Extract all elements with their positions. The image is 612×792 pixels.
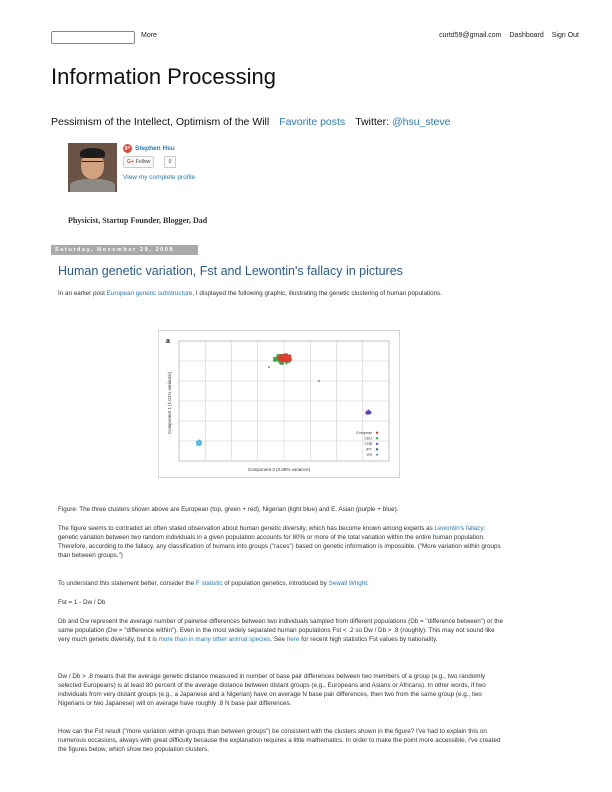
chart-legend-label: JPT — [365, 447, 372, 452]
chart-x-axis-label: Component 2 (0.58% variance) — [247, 467, 311, 472]
chart-legend-swatch — [376, 454, 378, 456]
follow-button[interactable] — [123, 156, 154, 168]
navbar-search-input[interactable] — [51, 31, 135, 44]
chart-point-european — [285, 360, 287, 362]
blogger-navbar — [0, 0, 612, 46]
post-paragraph-4: Db and Dw represent the average number of pairwise differences between two individuals sampled from different populations (Db = "difference between") or the same population (Dw = "difference within"). Even in the most widely separated human populations Fst < .2 so Dw / Db > .8 (roughly). This may not sound like very much genetic diversity, but it is more than in many other animal species. See here for recent high statistics Fst values by nationality. — [58, 618, 503, 643]
chart-point-european — [285, 356, 287, 358]
chart-points — [196, 353, 372, 446]
sewall-wright-link[interactable]: Sewall Wright — [328, 580, 367, 587]
chart-legend-swatch — [376, 448, 378, 450]
post-paragraph-6: How can the Fst result ("more variation within groups than between groups") be consistent with the clusters shown in the figure? I've had to explain this on numerous occasions, always with great difficulty because the explanation requires a little mathematics. In order to make the point more accessible, I've created the figures below, which show two population clusters, — [58, 728, 501, 753]
twitter-handle-link[interactable]: @hsu_steve — [391, 116, 451, 128]
chart-point-european — [277, 356, 279, 358]
tagline-row — [51, 116, 450, 128]
navbar-dashboard-link[interactable]: Dashboard — [509, 32, 544, 39]
chart-point-european — [287, 358, 289, 360]
chart-point-yri — [198, 439, 200, 441]
chart-point-yri — [196, 444, 198, 446]
profile-photo[interactable] — [68, 143, 117, 192]
chart-point-european — [283, 354, 285, 356]
twitter-label: Twitter: — [355, 116, 390, 128]
chart-point-jpt — [369, 411, 371, 413]
f-statistic-link[interactable]: F statistic — [195, 580, 223, 587]
chart-point-european — [289, 354, 291, 356]
chart-legend-label: CHB — [364, 442, 372, 446]
chart-legend-label: CEU — [364, 436, 372, 441]
chart-point-outlier — [318, 380, 320, 382]
fst-formula: Fst = 1 - Dw / Db — [58, 599, 106, 606]
chart-legend-swatch — [376, 443, 378, 445]
chart-legend-swatch — [376, 437, 378, 439]
other-species-link[interactable]: more than in many other animal species — [158, 636, 271, 643]
chart-point-european — [279, 360, 281, 362]
blog-description: Physicist, Startup Founder, Blogger, Dad — [68, 216, 208, 225]
chart-point-ceu — [273, 357, 275, 359]
lewontins-fallacy-link[interactable]: Lewontin's fallacy — [434, 525, 484, 532]
profile-name-link[interactable]: Stephen Hsu — [135, 145, 175, 152]
post-paragraph-5: Dw / Db > .8 means that the average genetic distance measured in number of base pair differences between two members of a group (e.g., two randomly selected Europeans) is at least 80 percent of the average distance between distant groups (e.g., Europeans and Asians or Africans). In other words, if two individuals from very distant groups (e.g., a Japanese and a Nigerian) have on average N base pair differences, then two from the same group (e.g., two Nigerians or two Japanese) will on average have roughly .8 N base pair differences. — [58, 673, 486, 707]
chart-legend-label: YRI — [366, 453, 372, 457]
chart-legend-label: European — [356, 431, 372, 435]
chart-legend — [356, 431, 378, 457]
figure-caption: Figure: The three clusters shown above are European (top, green + red), Nigerian (light blue) and E. Asian (purple + blue). — [58, 506, 399, 513]
post-paragraph-2: The figure seems to contradict an often stated observation about human genetic diversity, which has become known among experts as Lewontin's fallacy: genetic variation between two random individuals in a given population accounts for 80% or more of the total variation within the entire human population. Therefore, according to the fallacy, any classification of humans into groups ("races") based on genetic information is impossible. ("More variation within groups than between groups.") — [58, 525, 501, 559]
post-date-header: Saturday, November 29, 2008 — [51, 245, 198, 255]
chart-point-yri — [199, 442, 201, 444]
favorite-posts-link[interactable]: Favorite posts — [279, 116, 346, 128]
follow-label: Follow — [135, 159, 151, 165]
chart-y-axis-label: Component 1 (1.01% variance) — [167, 371, 172, 435]
blog-tagline: Pessimism of the Intellect, Optimism of the Will — [51, 116, 270, 128]
follower-count: 0 — [164, 156, 176, 168]
chart-point-european — [280, 356, 282, 358]
google-plus-small-icon: G+ — [127, 159, 134, 165]
chart-point-outlier — [268, 366, 270, 368]
european-substructure-link[interactable]: European genetic substructure — [106, 290, 193, 297]
google-plus-icon: g+ — [124, 145, 131, 151]
navbar-signout-link[interactable]: Sign Out — [551, 32, 579, 39]
post-paragraph-1: In an earlier post European genetic substructure, I displayed the following graphic, illustrating the genetic clustering of human populations. — [58, 290, 442, 297]
chart-point-ceu — [275, 358, 277, 360]
chart-point-ceu — [273, 359, 275, 361]
chart-legend-swatch — [376, 432, 378, 434]
twitter-text — [355, 116, 450, 128]
post-paragraph-3: To understand this statement better, consider the F statistic of population genetics, introduced by Sewall Wright: — [58, 580, 369, 587]
chart-point-european — [282, 358, 284, 360]
post-title[interactable]: Human genetic variation, Fst and Lewontin's fallacy in pictures — [58, 264, 403, 278]
chart-point-ceu — [282, 362, 284, 364]
navbar-more-link[interactable]: More — [141, 32, 157, 39]
pca-scatter-chart — [159, 331, 399, 477]
navbar-account — [439, 32, 579, 39]
navbar-email: curtd59@gmail.com — [439, 32, 502, 39]
chart-point-european — [285, 354, 287, 356]
pca-figure[interactable] — [158, 330, 400, 478]
chart-panel-label: a — [166, 338, 170, 345]
fst-values-here-link[interactable]: here — [286, 636, 300, 643]
view-profile-link[interactable]: View my complete profile — [123, 174, 196, 181]
blog-title[interactable]: Information Processing — [51, 64, 276, 89]
